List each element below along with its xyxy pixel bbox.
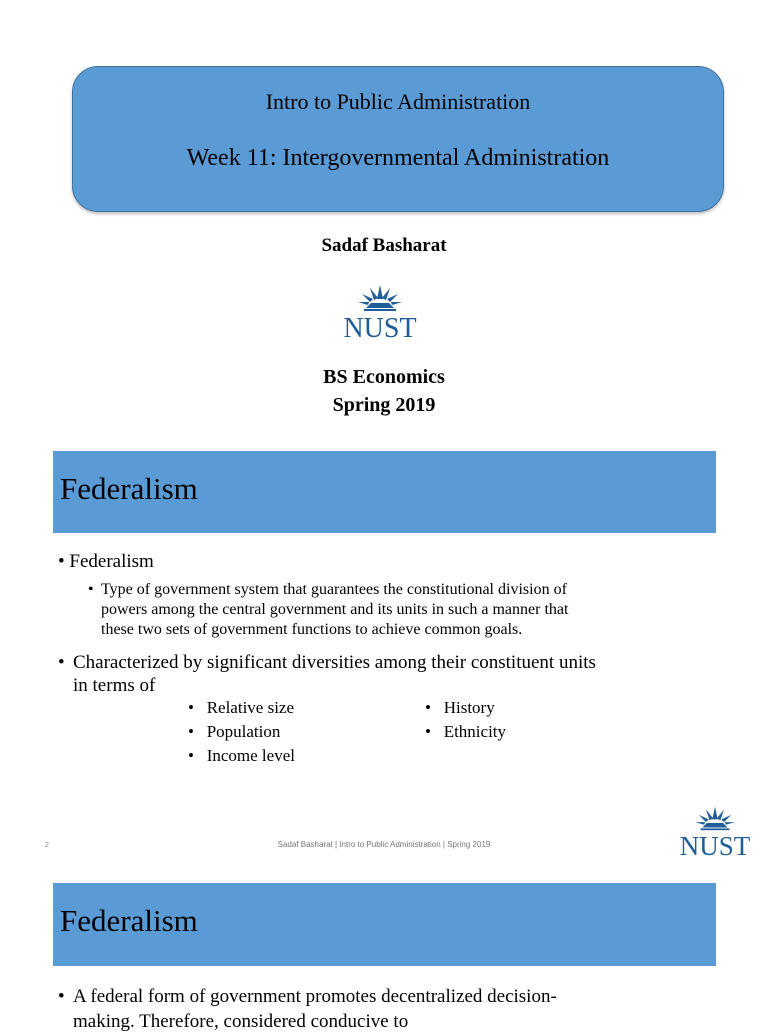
sub-bullet-line-2: powers among the central government and its units in such a manner that xyxy=(101,601,569,618)
list-right xyxy=(425,696,506,744)
sub-bullet-dot: • xyxy=(88,581,94,598)
bullet-dot: • xyxy=(58,986,65,1007)
list-item-text: Ethnicity xyxy=(443,722,507,741)
course-title: Intro to Public Administration xyxy=(265,89,531,114)
program-term: Spring 2019 xyxy=(332,394,436,416)
program-name: BS Economics xyxy=(323,366,445,388)
list-item: • Income level xyxy=(188,746,295,765)
author-name: Sadaf Basharat xyxy=(321,235,447,256)
sub-bullet xyxy=(88,580,568,640)
slide3-header-text: Federalism xyxy=(60,903,198,938)
nust-emblem-icon xyxy=(693,805,737,832)
bullet2-line-1: Characterized by significant diversities among their constituent units xyxy=(73,652,596,673)
slide2-header xyxy=(53,451,716,533)
slide2-header-text: Federalism xyxy=(60,471,198,506)
list-left xyxy=(188,696,295,768)
logo-text: NUST xyxy=(679,831,751,861)
slide3-header xyxy=(53,883,716,966)
title-box xyxy=(72,66,724,212)
nust-logo xyxy=(330,283,430,345)
page-number: 2 xyxy=(45,842,49,849)
logo-text: NUST xyxy=(343,313,417,344)
slide3-bullet xyxy=(58,984,557,1034)
program-info xyxy=(0,363,768,419)
list-item: • History xyxy=(425,698,495,717)
list-item-text: Population xyxy=(206,722,281,741)
nust-logo-small xyxy=(670,805,760,862)
bullet-text: Federalism xyxy=(69,551,154,572)
slide-footer: Sadaf Basharat | Intro to Public Administration | Spring 2019 xyxy=(277,840,491,849)
list-item: • Ethnicity xyxy=(425,722,507,741)
list-item-text: Relative size xyxy=(206,698,295,717)
bullet-dot: • xyxy=(58,652,65,673)
bullet2-line-2: in terms of xyxy=(73,675,156,696)
sub-bullet-line-3: these two sets of government functions to achieve common goals. xyxy=(101,621,523,638)
title-slide xyxy=(0,0,768,430)
sub-bullet-line-1: Type of government system that guarantees the constitutional division of xyxy=(101,581,567,598)
bullet-federalism xyxy=(58,551,154,573)
list-item-text: History xyxy=(443,698,495,717)
slide3-line-1: A federal form of government promotes decentralized decision- xyxy=(73,986,557,1007)
week-title: Week 11: Intergovernmental Administration xyxy=(186,145,610,171)
list-item: • Relative size xyxy=(188,698,295,717)
bullet-dot: • xyxy=(58,551,65,572)
nust-emblem-icon xyxy=(356,283,404,313)
list-item: • Population xyxy=(188,722,281,741)
list-item-text: Income level xyxy=(206,746,295,765)
slide3-line-2: making. Therefore, considered conducive to xyxy=(73,1011,409,1032)
bullet-characterized xyxy=(58,651,596,697)
